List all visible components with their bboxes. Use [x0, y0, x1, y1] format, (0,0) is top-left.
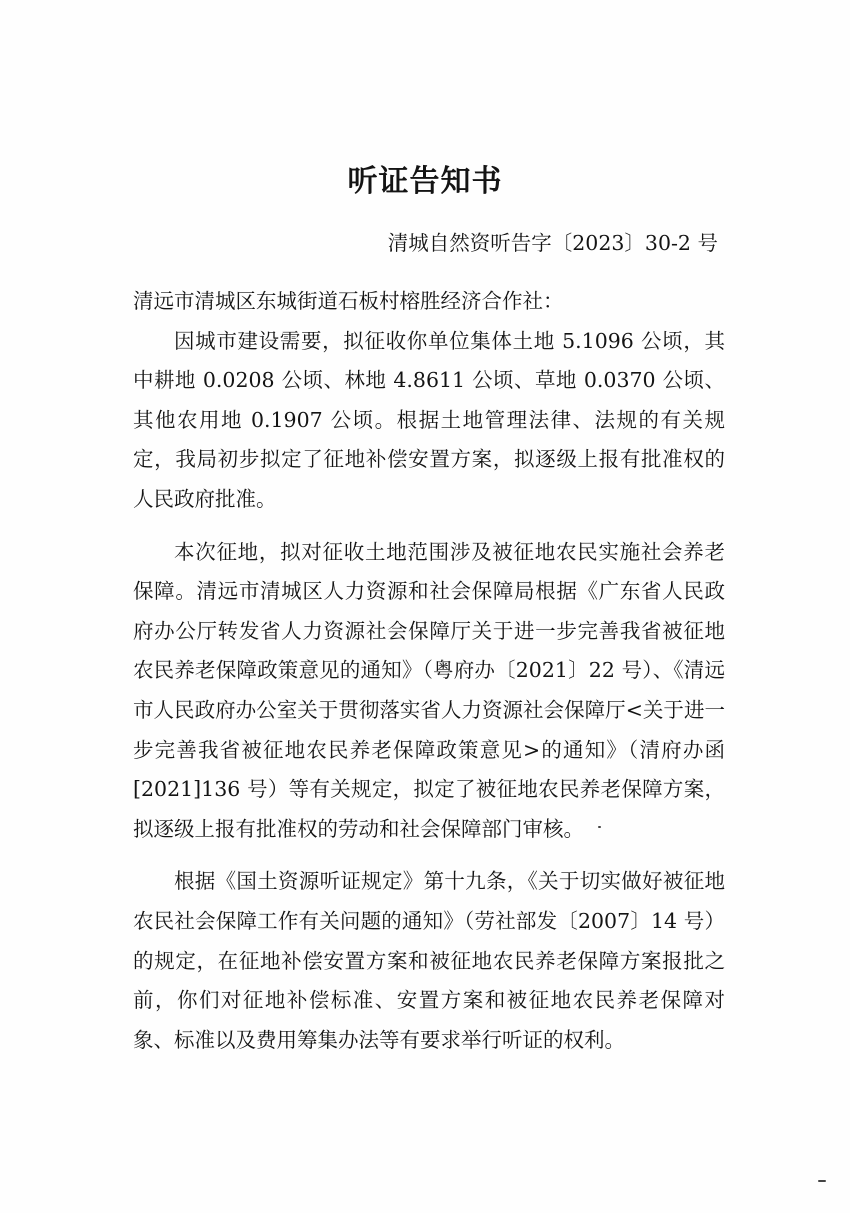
paragraph-land-acquisition: 因城市建设需要，拟征收你单位集体土地 5.1096 公顷，其中耕地 0.0208 公顷、林地 4.8611 公顷、草地 0.0370 公顷、其他农用地 0.1907 公顷。根据土地管理法律、法规的有关规定，我局初步拟定了征地补偿安置方案，拟逐级上报有批准权的人民政府批准。 [133, 328, 725, 511]
document-title: 听证告知书 [347, 164, 503, 199]
document-body [133, 282, 725, 1073]
paragraph-social-security: 本次征地，拟对征收土地范围涉及被征地农民实施社会养老保障。清远市清城区人力资源和社会保障局根据《广东省人民政府办公厅转发省人力资源社会保障厅关于进一步完善我省被征地农民养老保障政策意见的通知》（粤府办〔2021〕22 号）、《清远市人民政府办公室关于贯彻落实省人力资源社会保障厅<关于进一步完善我省被征地农民养老保障政策意见>的通知》（清府办函[2021]136 号）等有关规定，拟定了被征地农民养老保障方案，拟逐级上报有批准权的劳动和社会保障部门审核。 [133, 539, 725, 841]
paragraph-hearing-rights: 根据《国土资源听证规定》第十九条，《关于切实做好被征地农民社会保障工作有关问题的通知》（劳社部发〔2007〕14 号）的规定，在征地补偿安置方案和被征地农民养老保障方案报批之前，你们对征地补偿标准、安置方案和被征地农民养老保障对象、标准以及费用筹集办法等有要求举行听证的权利。 [133, 869, 725, 1052]
document-number: 清城自然资听告字〔2023〕30-2 号 [387, 231, 718, 255]
salutation: 清远市清城区东城街道石板村榕胜经济合作社： [133, 289, 564, 313]
scan-speck [818, 1180, 826, 1182]
scan-speck [598, 826, 601, 828]
